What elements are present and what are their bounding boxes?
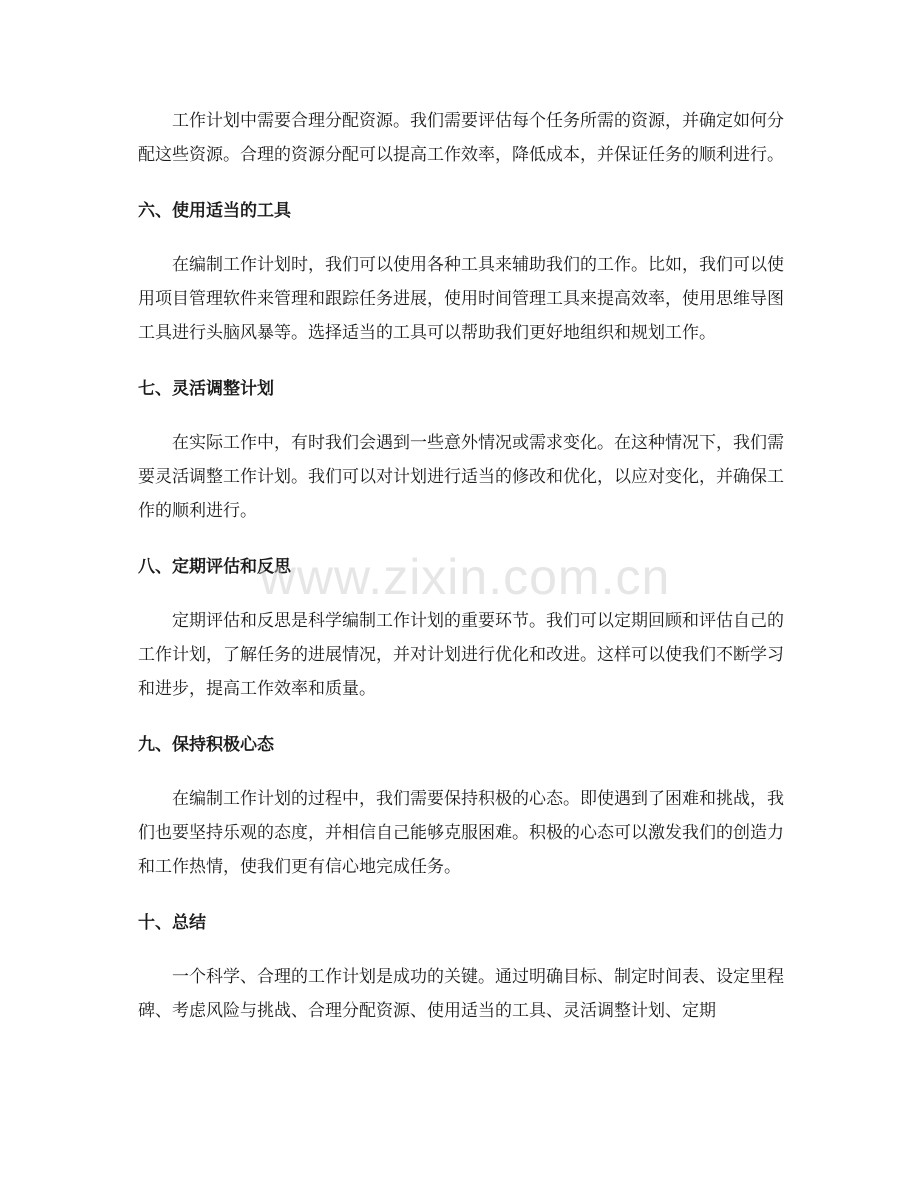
document-body: [138, 104, 784, 1028]
heading-flexible-adjustment: 七、灵活调整计划: [138, 379, 274, 399]
paragraph-resource-allocation: 工作计划中需要合理分配资源。我们需要评估每个任务所需的资源，并确定如何分配这些资源。合理的资源分配可以提高工作效率，降低成本，并保证任务的顺利进行。: [138, 111, 784, 165]
paragraph-periodic-review: 定期评估和反思是科学编制工作计划的重要环节。我们可以定期回顾和评估自己的工作计划，了解任务的进展情况，并对计划进行优化和改进。这样可以使我们不断学习和进步，提高工作效率和质量。: [138, 611, 784, 699]
watermark: www.zixin.com.cn: [259, 549, 671, 605]
paragraph-summary: 一个科学、合理的工作计划是成功的关键。通过明确目标、制定时间表、设定里程碑、考虑风险与挑战、合理分配资源、使用适当的工具、灵活调整计划、定期: [138, 967, 784, 1021]
paragraph-positive-attitude: 在编制工作计划的过程中，我们需要保持积极的心态。即使遇到了困难和挑战，我们也要坚持乐观的态度，并相信自己能够克服困难。积极的心态可以激发我们的创造力和工作热情，使我们更有信心地完成任务。: [138, 789, 784, 877]
paragraph-use-tools: 在编制工作计划时，我们可以使用各种工具来辅助我们的工作。比如，我们可以使用项目管理软件来管理和跟踪任务进展，使用时间管理工具来提高效率，使用思维导图工具进行头脑风暴等。选择适当的工具可以帮助我们更好地组织和规划工作。: [138, 255, 784, 343]
paragraph-flexible-adjustment: 在实际工作中，有时我们会遇到一些意外情况或需求变化。在这种情况下，我们需要灵活调整工作计划。我们可以对计划进行适当的修改和优化，以应对变化，并确保工作的顺利进行。: [138, 433, 784, 521]
heading-periodic-review: 八、定期评估和反思: [138, 557, 291, 577]
heading-summary: 十、总结: [138, 913, 206, 933]
heading-positive-attitude: 九、保持积极心态: [138, 735, 274, 755]
heading-use-tools: 六、使用适当的工具: [138, 201, 291, 221]
